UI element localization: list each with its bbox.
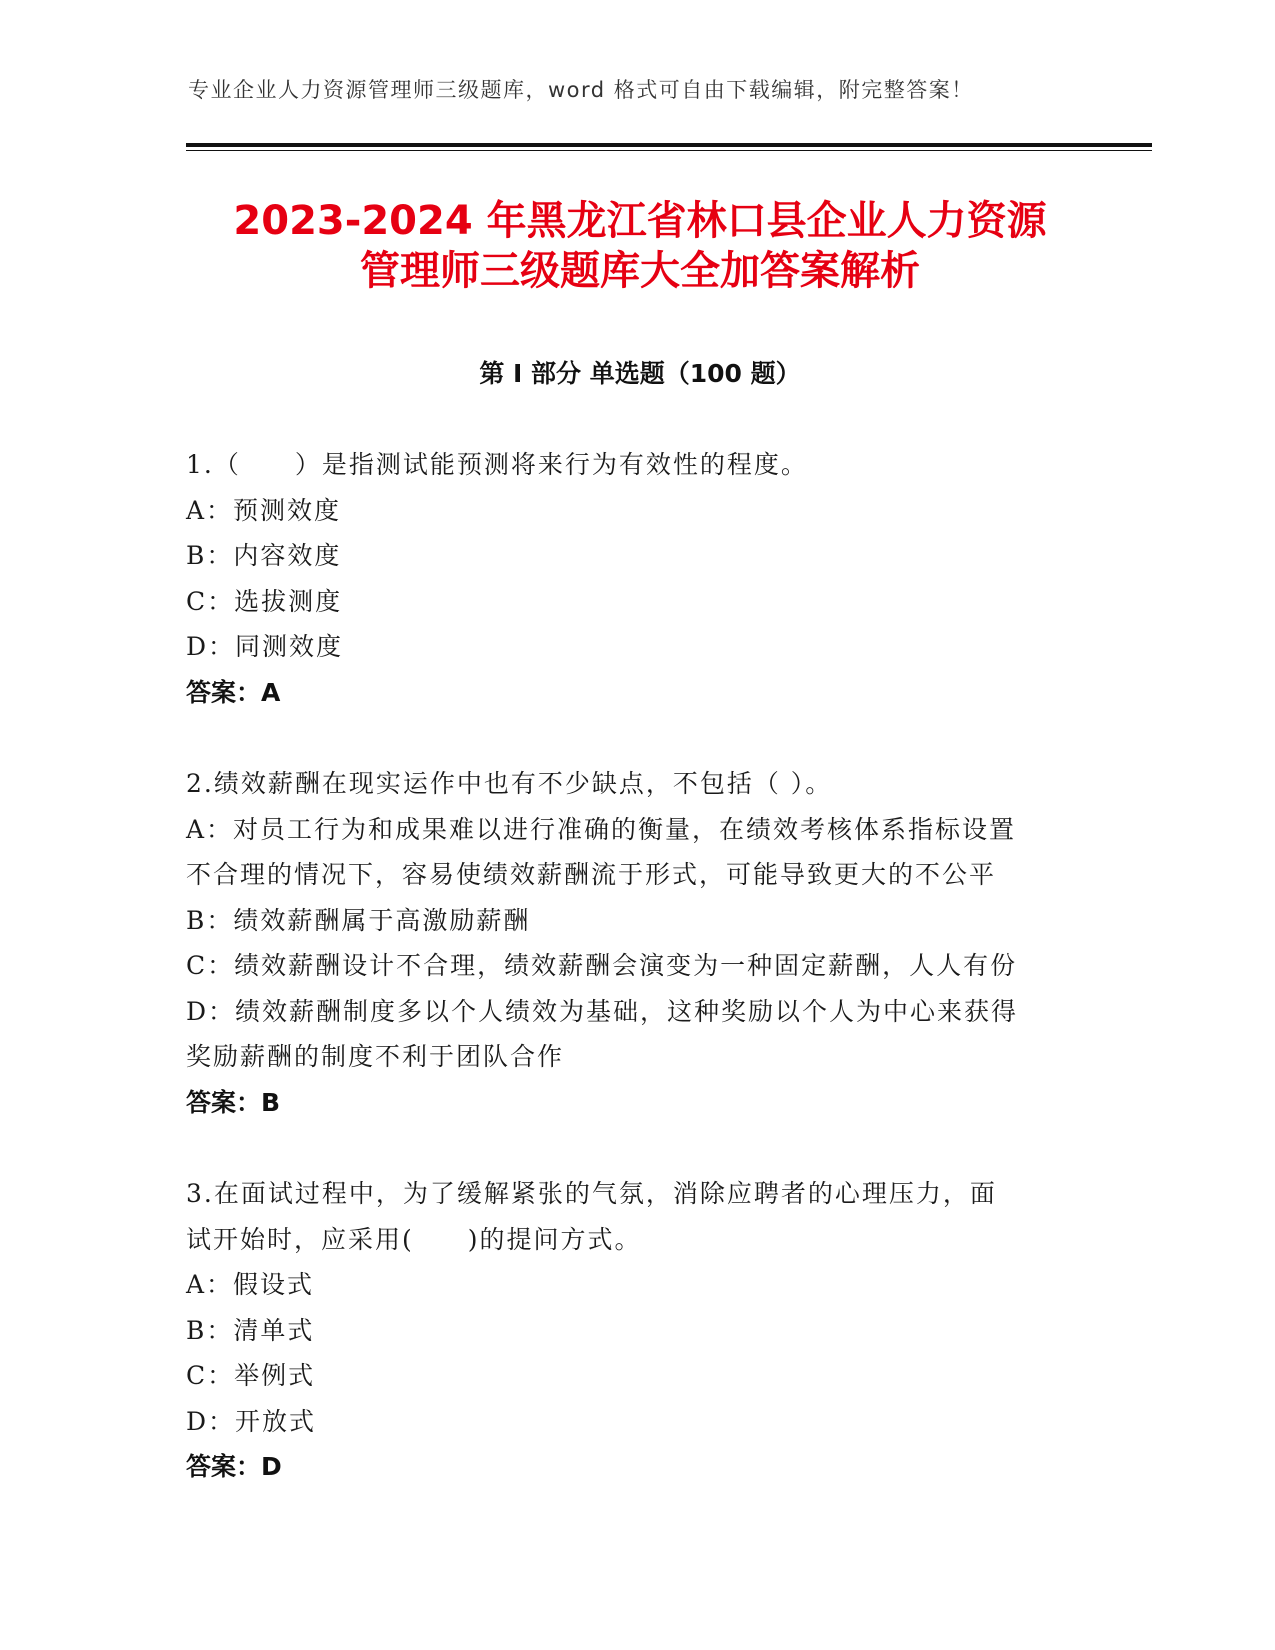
header-rule-thick (186, 143, 1152, 147)
question-2 (186, 761, 1086, 1125)
option-c: C：绩效薪酬设计不合理，绩效薪酬会演变为一种固定薪酬，人人有份 (186, 951, 1018, 980)
option-a: A：假设式 (186, 1270, 315, 1299)
header-rule-thin (186, 150, 1152, 151)
document-title (186, 196, 1094, 296)
option-a-continued: 不合理的情况下，容易使绩效薪酬流于形式，可能导致更大的不公平 (186, 860, 997, 889)
option-c: C：举例式 (186, 1361, 316, 1390)
page-header: 专业企业人力资源管理师三级题库，word 格式可自由下载编辑，附完整答案！ (188, 78, 974, 102)
option-a: A：对员工行为和成果难以进行准确的衡量，在绩效考核体系指标设置 (186, 814, 1017, 844)
option-b: B：内容效度 (186, 541, 342, 570)
option-d: D：同测效度 (186, 632, 344, 661)
question-list (186, 442, 1086, 1536)
section-heading: 第 I 部分 单选题（100 题） (479, 359, 801, 388)
option-b: B：清单式 (186, 1315, 315, 1345)
answer-line: 答案：B (186, 1087, 281, 1117)
answer-line: 答案：D (186, 1452, 282, 1481)
option-d-continued: 奖励薪酬的制度不利于团队合作 (186, 1042, 565, 1071)
option-a: A：预测效度 (186, 495, 342, 525)
option-d: D：开放式 (186, 1406, 317, 1436)
question-stem: 2.绩效薪酬在现实运作中也有不少缺点，不包括（ ）。 (186, 769, 833, 798)
question-1 (186, 442, 1086, 715)
answer-line: 答案：A (186, 677, 281, 707)
question-3 (186, 1171, 1086, 1490)
title-line-1: 2023-2024 年黑龙江省林口县企业人力资源 (233, 198, 1047, 244)
option-c: C：选拔测度 (186, 586, 343, 616)
question-stem: 3.在面试过程中，为了缓解紧张的气氛，消除应聘者的心理压力，面 (186, 1179, 997, 1208)
option-b: B：绩效薪酬属于高激励薪酬 (186, 905, 531, 935)
question-stem: 1.（ ）是指测试能预测将来行为有效性的程度。 (186, 450, 808, 479)
title-line-2: 管理师三级题库大全加答案解析 (360, 248, 920, 294)
option-d: D：绩效薪酬制度多以个人绩效为基础，这种奖励以个人为中心来获得 (186, 996, 1019, 1026)
question-stem-continued: 试开始时，应采用( )的提问方式。 (186, 1224, 642, 1254)
